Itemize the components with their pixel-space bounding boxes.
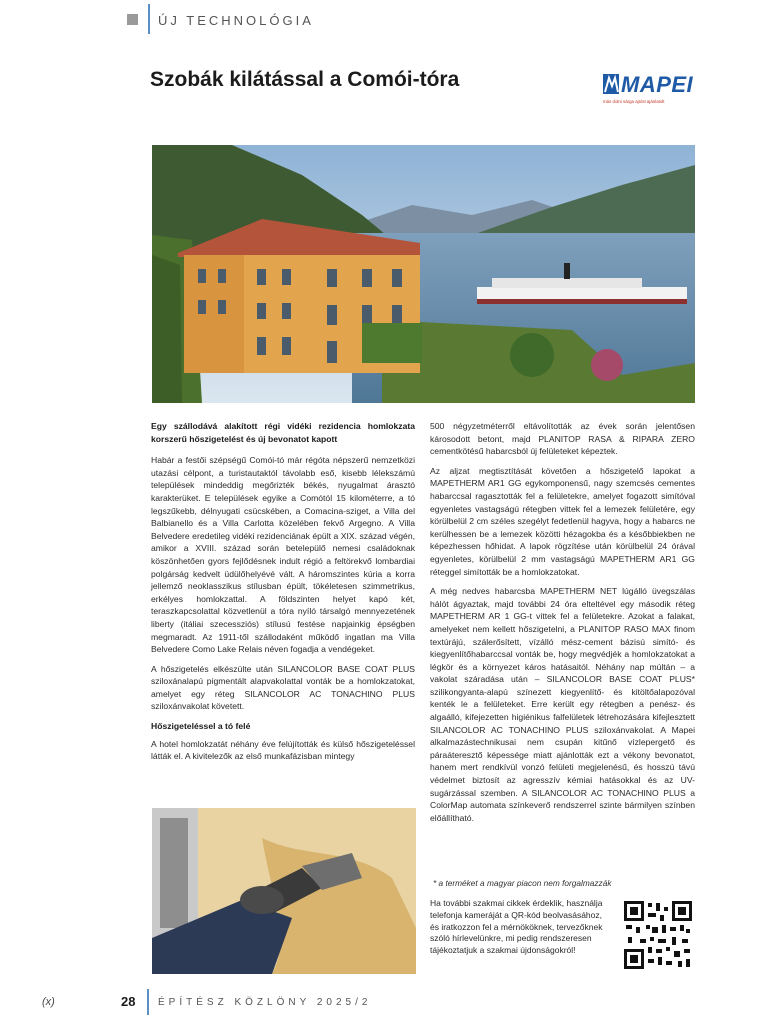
qr-invitation-text: Ha további szakmai cikkek érdeklik, használja telefonja kameráját a QR-kód beolvasásához, és iratkozzon fel a mérnököknek, tervezőknek szóló hírlevelünkre, mi pedig rendszeresen tájékoztatjuk a szakmai újdonságokról! bbox=[430, 898, 603, 956]
section-label: ÚJ TECHNOLÓGIA bbox=[158, 13, 314, 28]
qr-code[interactable] bbox=[622, 899, 694, 971]
article-title: Szobák kilátással a Comói-tóra bbox=[150, 68, 460, 91]
magazine-name: ÉPÍTÉSZ KÖZLÖNY 2025/2 bbox=[158, 997, 372, 1008]
hero-photo-villa-lake bbox=[152, 145, 695, 403]
qr-code-icon bbox=[622, 899, 694, 971]
body-paragraph: 500 négyzetméterről eltávolították az évek során jelentősen károsodott betont, majd PLANITOP RASA & RIPARA ZERO cementkötésű habarcsból új felületeket képeztek. bbox=[430, 421, 695, 457]
logo-wordmark: MAPEI bbox=[621, 72, 694, 97]
body-paragraph: Az aljzat megtisztítását követően a hőszigetelő lapokat a MAPETHERM AR1 GG egykomponensű, nagy szemcsés cementes habarccsal ragasztották fel a felületekre, amelyet fogazott simítóval egyenletes vastagságú rétegben vittek fel a lemezek felületére, egy körülbelül 2 cm széles szegélyt fedetlenül hagyva, hogy a habarcs ne kerülhessen be a lemezek közötti hézagokba és a későbbiekben ne képezhessen hőhidat. A lapok rögzítése után körülbelül 24 órával egyenletes, körülbelül 2 mm vastagságú MAPETHERM AR1 GG réteggel simították be a homlokzatokat. bbox=[430, 465, 695, 577]
footer-marker: (x) bbox=[42, 996, 55, 1008]
body-paragraph: Habár a festői szépségű Comói-tó már régóta népszerű nemzetközi utazási célpont, a turistautaktól távolabb eső, kisebb lélekszámú települések mindeddig megőrizték békés, nyugalmat árasztó karakterüket. E települések egyike a Comótól 15 kilométerre, a tó legszűkebb, délnyugati csücskében, a Comacina-sziget, a Villa del Balbianello és a Villa Carlotta közelében fekvő Argegno. A Villa Belvedere eredetileg vidéki rezidenciának épült a XIX. század végén, amikor a XVIII. század során betelepülő nemesi családoknak köszönhetően gyors fejlődésnek indult régió a feltörekvő lombardiai polgárság kedvelt üdülőhelyévé vált. A háromszintes kúria a korra jellemző neoklasszikus stílusban épült, tökéletesen szimmetrikus, erkélyes homlokzattal. A földszinten helyet kapó két, teraszkapcsolattal közvetlenül a tóra nyíló társalgó mennyezetének liberty (itáliai szecessziós) stílusú festése napjainkig épségben megmaradt. Az 1911-től szállodaként működő ingatlan ma Villa Belvedere Como Lake Relais néven fogadja a vendégeket. bbox=[151, 455, 415, 655]
product-footnote: * a terméket a magyar piacon nem forgalmazzák bbox=[433, 878, 612, 888]
body-paragraph: A még nedves habarcsba MAPETHERM NET lúgálló üvegszálas hálót ágyaztak, majd további 24 óra elteltével egy második réteg MAPETHERM AR 1 GG-t vittek fel a felületekre. Azokat a falakat, amelyeket nem kellett hőszigetelni, a PLANITOP RASO MAX finom textúrájú, szálerősített, vízálló mész-cement bázisú simító- és kiegyenlítőhabarccsal vonták be, hogy megvédjék a homlokzatokat a légkör és a környezet káros hatásaitól. Néhány nap múltán – a vakolat száradása után – SILANCOLOR BASE COAT PLUS* szilikongyanta-alapú színezett kiegyenlítő- és kitöltőalapozóval kenték le a felületeket. Erre került egy rétegben a penész- és algaálló, kifejezetten higiénikus falfelületek létrehozására kifejlesztett SILANCOLOR AC TONACHINO PLUS sziloxánvakolat. A Mapei alkalmazástechnikusai nem csupán kitűnő vízlepergető és páraáteresztő képessége miatt ajánlották ezt a vékony bevonatot, hanem mert rendkívül vonzó felületi megjelenésű, és hosszú távú védelmet biztosít az agresszív kémiai hatásokkal és az UV-sugárzással szemben. A SILANCOLOR AC TONACHINO PLUS a ColorMap automata színkeverő rendszerrel szinte bármilyen színben előállítható. bbox=[430, 586, 695, 823]
mapei-logo bbox=[603, 72, 697, 106]
header-divider bbox=[148, 4, 150, 34]
article-left-column bbox=[151, 420, 415, 770]
article-right-column bbox=[430, 420, 695, 831]
page-number: 28 bbox=[121, 994, 136, 1009]
body-paragraph: A hőszigetelés elkészülte után SILANCOLOR BASE COAT PLUS sziloxánalapú pigmentált alapvakolattal vonták be a homlokzatokat, amelyet egy réteg SILANCOLOR AC TONACHINO PLUS sziloxánvakolat követett. bbox=[151, 663, 415, 712]
section-marker bbox=[127, 14, 138, 25]
plastering-photo bbox=[152, 808, 416, 974]
article-lead: Egy szállodává alakított régi vidéki rezidencia homlokzata korszerű hőszigetelést és új bevonatot kapott bbox=[151, 421, 415, 444]
footer-divider bbox=[147, 989, 149, 1015]
mapei-emblem-icon bbox=[603, 72, 621, 96]
logo-tagline: más dolni sárga ajtóst ajánlatolt bbox=[603, 99, 665, 104]
body-paragraph: A hotel homlokzatát néhány éve felújították és külső hőszigeteléssel látták el. A kivitelezők az első munkafázisban mintegy bbox=[151, 738, 415, 762]
article-subheading: Hőszigeteléssel a tó felé bbox=[151, 721, 251, 732]
villa-building bbox=[178, 219, 422, 373]
